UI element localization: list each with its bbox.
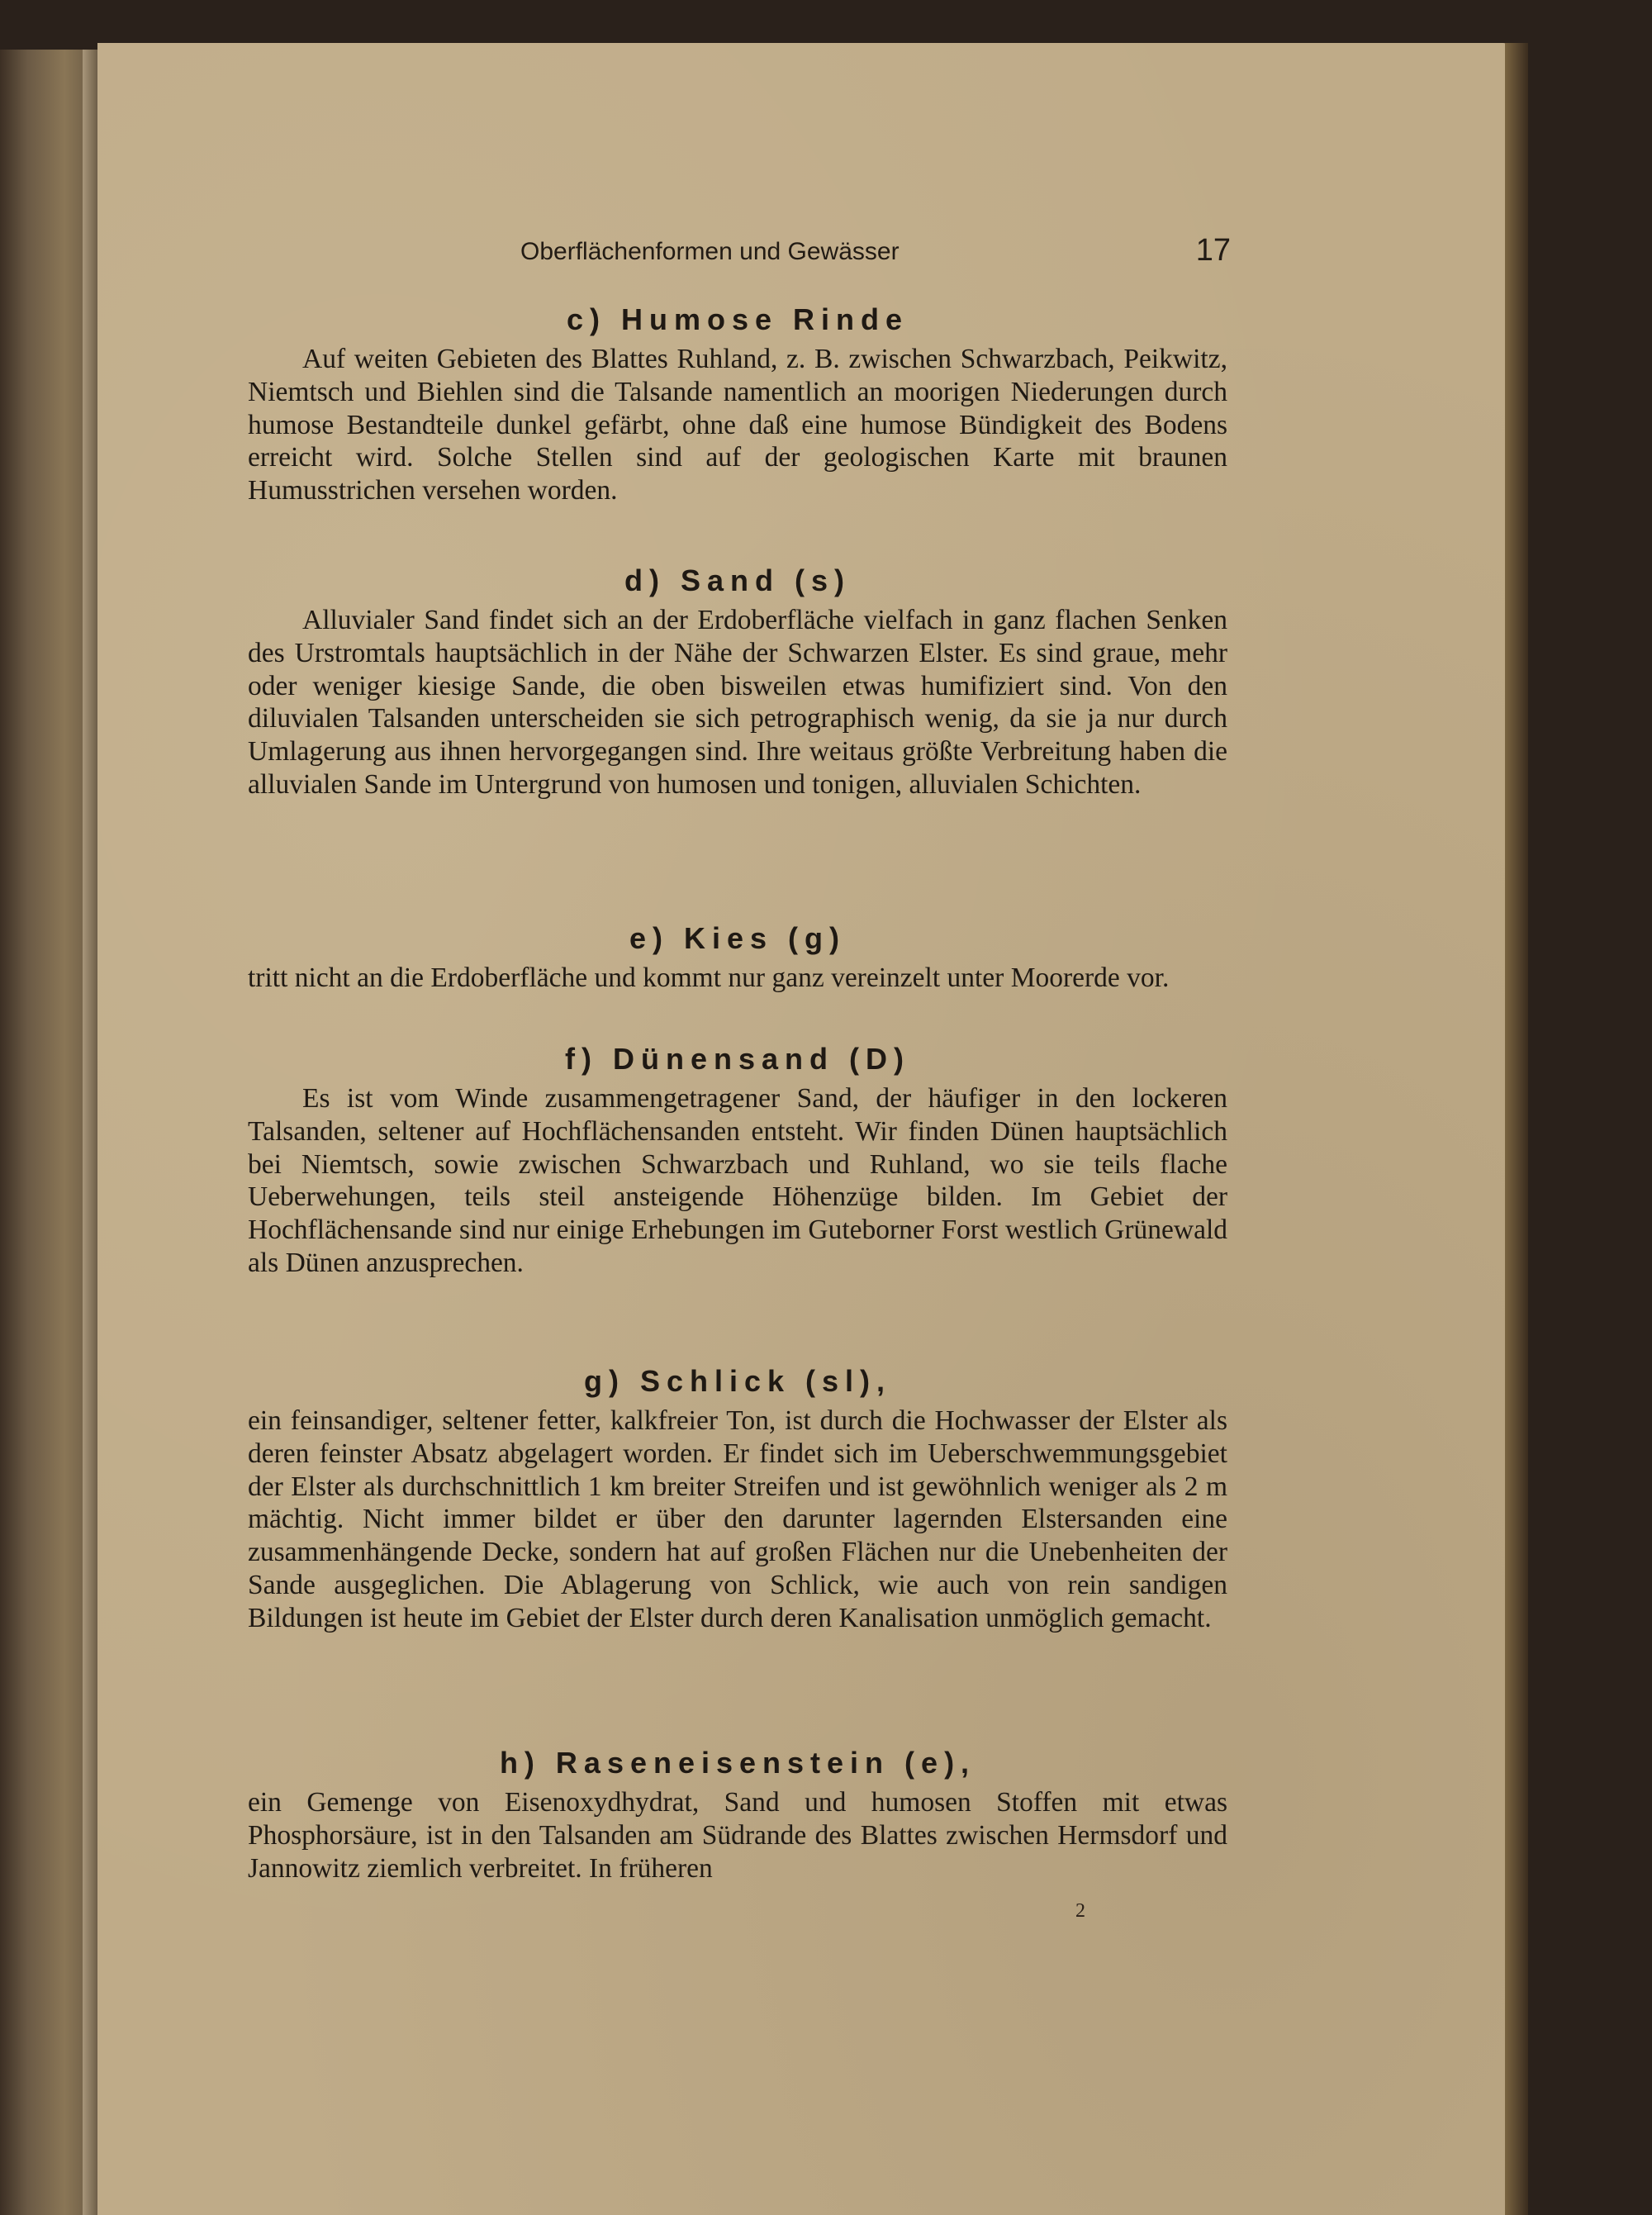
- section-heading: h) Raseneisenstein (e),: [499, 1746, 976, 1780]
- section-paragraph: ein Gemenge von Eisenoxydhydrat, Sand und humosen Stoffen mit etwas Phosphorsäure, ist in den Talsanden am Südrande des Blattes zwischen Hermsdorf und Jannowitz ziemlich verbreitet. In früheren: [248, 1787, 1227, 1884]
- section-sand: [248, 563, 1227, 801]
- page-stack-edge: [1505, 43, 1528, 2215]
- section-paragraph: tritt nicht an die Erdoberfläche und kommt nur ganz vereinzelt unter Moorerde vor.: [248, 963, 1170, 993]
- section-heading: e) Kies (g): [629, 921, 847, 955]
- section-duenensand: [248, 1041, 1227, 1280]
- section-paragraph: Alluvialer Sand findet sich an der Erdoberfläche vielfach in ganz flachen Senken des Urstromtals hauptsächlich in der Nähe der Schwarzen Elster. Es sind graue, mehr oder weniger kiesige Sande, die oben bisweilen etwas humifiziert sind. Von den diluvialen Talsanden unterscheiden sie sich petrographisch wenig, da sie ja nur durch Umlagerung aus ihnen hervorgegangen sind. Ihre weitaus größte Verbreitung haben die alluvialen Sande im Untergrund von humosen und tonigen, alluvialen Schichten.: [248, 605, 1227, 800]
- section-heading: f) Dünensand (D): [565, 1042, 910, 1076]
- section-heading: d) Sand (s): [624, 563, 851, 597]
- section-schlick: [248, 1363, 1227, 1635]
- section-raseneisenstein: [248, 1745, 1227, 1885]
- section-heading: g) Schlick (sl),: [583, 1364, 892, 1398]
- page-number: 17: [1195, 233, 1231, 268]
- signature-mark: 2: [1075, 1900, 1085, 1922]
- section-paragraph: ein feinsandiger, seltener fetter, kalkfreier Ton, ist durch die Hochwasser der Elster als deren feinster Absatz abgelagert worden. Er findet sich im Ueberschwemmungsgebiet der Elster als durchschnittlich 1 km breiter Streifen und ist gewöhnlich weniger als 2 m mächtig. Nicht immer bildet er über den darunter lagernden Elstersanden eine zusammenhängende Decke, sondern hat auf großen Flächen nur die Unebenheiten der Sande ausgeglichen. Die Ablagerung von Schlick, wie auch von rein sandigen Bildungen ist heute im Gebiet der Elster durch deren Kanalisation unmöglich gemacht.: [248, 1405, 1227, 1633]
- section-kies: [248, 920, 1227, 995]
- section-humose-rinde: [248, 302, 1227, 507]
- section-paragraph: Es ist vom Winde zusammengetragener Sand, der häufiger in den lockeren Talsanden, seltener auf Hochflächensanden entsteht. Wir finden Dünen hauptsächlich bei Niemtsch, sowie zwischen Schwarzbach und Ruhland, wo sie teils flache Ueberwehungen, teils steil ansteigende Höhenzüge bilden. Im Gebiet der Hochflächensande sind nur einige Erhebungen im Guteborner Forst westlich Grünewald als Dünen anzusprechen.: [248, 1083, 1227, 1278]
- running-head: [520, 233, 1231, 274]
- section-heading: c) Humose Rinde: [566, 302, 909, 336]
- section-paragraph: Auf weiten Gebieten des Blattes Ruhland, z. B. zwischen Schwarzbach, Peikwitz, Niemtsch und Biehlen sind die Talsande namentlich an moorigen Niederungen durch humose Bestandteile dunkel gefärbt, ohne daß eine humose Bündigkeit des Bodens erreicht wird. Solche Stellen sind auf der geologischen Karte mit braunen Humusstrichen versehen worden.: [248, 344, 1227, 506]
- running-head-title: Oberflächenformen und Gewässer: [520, 238, 900, 265]
- previous-page-edge: [0, 50, 93, 2215]
